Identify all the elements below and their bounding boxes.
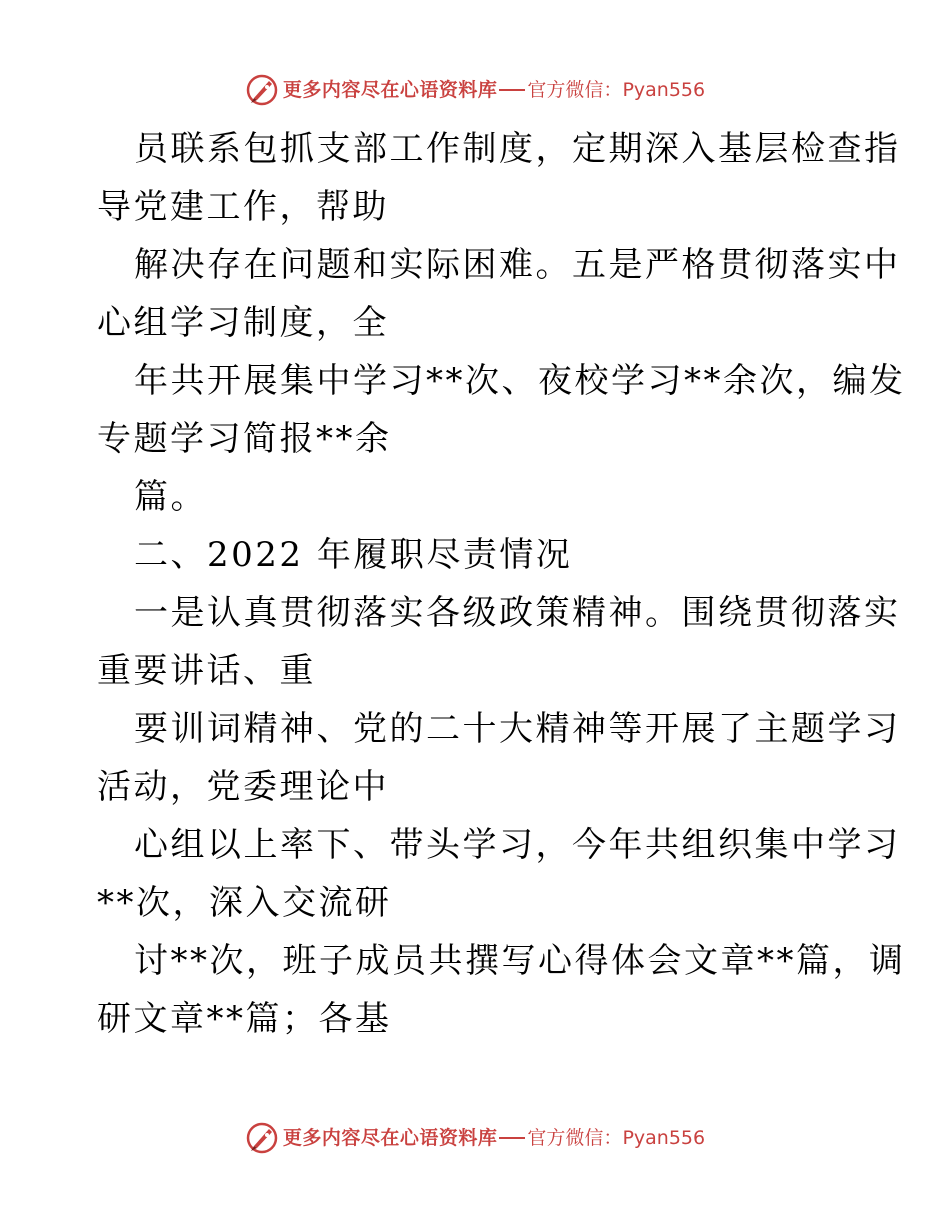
header-watermark (0, 70, 950, 110)
watermark-library-text: 更多内容尽在心语资料库 (282, 79, 498, 101)
text-line: **次，深入交流研 (97, 883, 392, 923)
text-line: 专题学习简报**余 (97, 419, 392, 459)
text-line: 要训词精神、党的二十大精神等开展了主题学习 (134, 709, 901, 749)
text-line: 活动，党委理论中 (97, 767, 389, 807)
text-line: 员联系包抓支部工作制度，定期深入基层检查指 (134, 129, 901, 169)
quill-logo-icon (245, 73, 279, 107)
watermark-wechat-label: 官方微信： (527, 79, 623, 101)
text-line: 心组以上率下、带头学习，今年共组织集中学习 (134, 825, 901, 865)
text-line: 年共开展集中学习**次、夜校学习**余次，编发 (134, 361, 906, 401)
text-line: 解决存在问题和实际困难。五是严格贯彻落实中 (134, 245, 901, 285)
text-line: 篇。 (134, 477, 207, 517)
text-line: 讨**次，班子成员共撰写心得体会文章**篇，调 (134, 941, 906, 981)
watermark-wechat-id: Pyan556 (622, 79, 706, 101)
text-line: 心组学习制度，全 (97, 303, 389, 343)
watermark-library-text: 更多内容尽在心语资料库 (282, 1127, 498, 1149)
text-line: 研文章**篇；各基 (97, 999, 392, 1039)
text-line: 重要讲话、重 (97, 651, 316, 691)
watermark-dash (499, 89, 525, 91)
text-line: 导党建工作，帮助 (97, 187, 389, 227)
watermark-dash (499, 1137, 525, 1139)
watermark-wechat-label: 官方微信： (527, 1127, 623, 1149)
text-line: 一是认真贯彻落实各级政策精神。围绕贯彻落实 (134, 593, 901, 633)
document-body (97, 120, 906, 1048)
watermark-wechat-id: Pyan556 (622, 1127, 706, 1149)
footer-watermark (0, 1118, 950, 1158)
text-line: 二、2022 年履职尽责情况 (134, 535, 573, 575)
quill-logo-icon (245, 1121, 279, 1155)
